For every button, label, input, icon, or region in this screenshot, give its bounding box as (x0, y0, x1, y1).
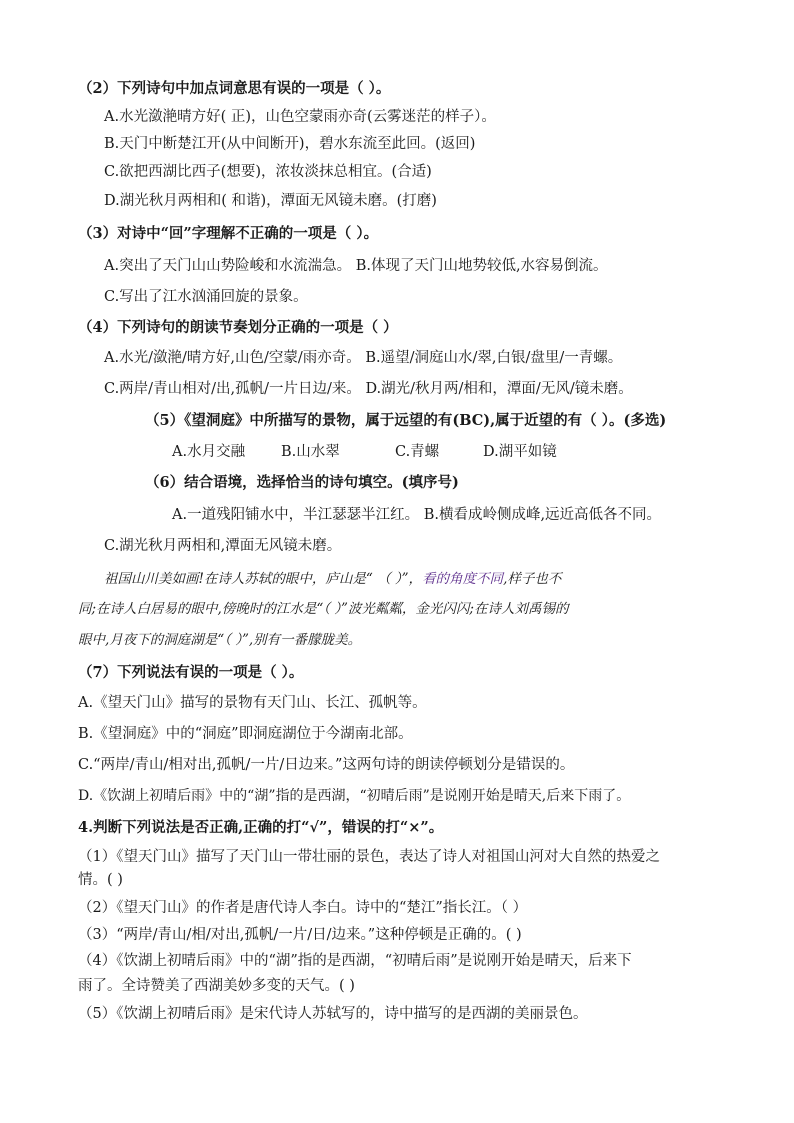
q5-stem: （5）《望洞庭》中所描写的景物，属于远望的有(BC),属于近望的有（ ）。(多选) (145, 412, 667, 429)
q6-option-c: C.湖光秋月两相和,潭面无风镜未磨。 (104, 538, 342, 554)
s4-item-5: （5）《饮湖上初晴后雨》是宋代诗人苏轼写的，诗中描写的是西湖的美丽景色。 (78, 1006, 588, 1022)
s4-item-3: （3）“两岸/青山/相/对出,孤帆/一片/日/边来。”这种停顿是正确的。( ) (78, 927, 522, 943)
s4-item-4-line-2: 雨了。全诗赞美了西湖美妙多变的天气。( ) (78, 978, 355, 994)
q3-stem: （3）对诗中“回”字理解不正确的一项是（ ）。 (78, 225, 379, 242)
q6-passage-part-2: ,样子也不 (503, 571, 562, 587)
q7-option-b: B.《望洞庭》中的“洞庭”即洞庭湖位于今湖南北部。 (78, 726, 413, 742)
q4-options-ab: A.水光/潋滟/晴方好,山色/空蒙/雨亦奇。 B.遥望/洞庭山水/翠,白银/盘里/一青螺。 (104, 350, 623, 366)
q3-options-ab: A.突出了天门山山势险峻和水流湍急。 B.体现了天门山地势较低,水容易倒流。 (104, 258, 608, 274)
q4-options-cd: C.两岸/青山相对/出,孤帆/一片日边/来。 D.湖光/秋月两/相和，潭面/无风/镜未磨。 (104, 381, 633, 397)
q7-option-c: C.“两岸/青山/相对出,孤帆/一片/日边来。”这两句诗的朗读停顿划分是错误的。 (78, 757, 575, 773)
s4-item-1-line-2: 情。( ) (78, 872, 123, 888)
q7-stem: （7）下列说法有误的一项是（ ）。 (78, 664, 304, 681)
q2-option-c: C.欲把西湖比西子(想要)，浓妆淡抹总相宜。(合适) (104, 164, 432, 180)
q7-option-a: A.《望天门山》描写的景物有天门山、长江、孤帆等。 (78, 695, 427, 711)
q3-option-c: C.写出了江水汹涌回旋的景象。 (104, 289, 308, 305)
q5-option-a: A.水月交融 (172, 444, 246, 460)
q6-passage-line-3: 眼中,月夜下的洞庭湖是“（ ）”,别有一番朦胧美。 (78, 632, 362, 648)
q2-option-a: A.水光潋滟晴方好( 正)，山色空蒙雨亦奇(云雾迷茫的样子）。 (104, 109, 496, 125)
q6-options-ab: A.一道残阳铺水中，半江瑟瑟半江红。 B.横看成岭侧成峰,远近高低各不同。 (172, 507, 662, 523)
q6-passage-part-1: 祖国山川美如画!在诗人苏轼的眼中，庐山是“ （ ）”， (104, 571, 423, 587)
q2-option-b: B.天门中断楚江开(从中间断开)，碧水东流至此回。(返回) (104, 136, 476, 152)
q5-option-b: B.山水翠 (281, 444, 340, 460)
q6-passage-line-2: 同;在诗人白居易的眼中,傍晚时的江水是“（ ）”波光粼粼，金光闪闪;在诗人刘禹锡的 (78, 601, 569, 617)
s4-item-4-line-1: （4）《饮湖上初晴后雨》中的“湖”指的是西湖，“初晴后雨”是说刚开始是晴天，后来下 (78, 953, 632, 969)
q2-option-d: D.湖光秋月两相和( 和谐)，潭面无风镜未磨。(打磨) (104, 193, 437, 209)
q4-stem: （4）下列诗句的朗读节奏划分正确的一项是（ ） (78, 319, 398, 336)
q2-stem: （2）下列诗句中加点词意思有误的一项是（ ）。 (78, 80, 391, 97)
q5-option-d: D.湖平如镜 (483, 444, 557, 460)
s4-item-1-line-1: （1）《望天门山》描写了天门山一带壮丽的景色，表达了诗人对祖国山河对大自然的热爱之 (78, 849, 660, 865)
q6-passage-highlight: 看的角度不同 (422, 571, 504, 587)
s4-item-2: （2）《望天门山》的作者是唐代诗人李白。诗中的“楚江”指长江。（ ） (78, 900, 528, 916)
q6-stem: （6）结合语境，选择恰当的诗句填空。(填序号) (145, 474, 459, 491)
section4-title: 4.判断下列说法是否正确,正确的打“√”，错误的打“×”。 (78, 819, 444, 836)
q7-option-d: D.《饮湖上初晴后雨》中的“湖”指的是西湖，“初晴后雨”是说刚开始是晴天,后来下雨了。 (78, 788, 631, 804)
q5-option-c: C.青螺 (395, 444, 440, 460)
q6-passage-line-1 (104, 569, 561, 589)
